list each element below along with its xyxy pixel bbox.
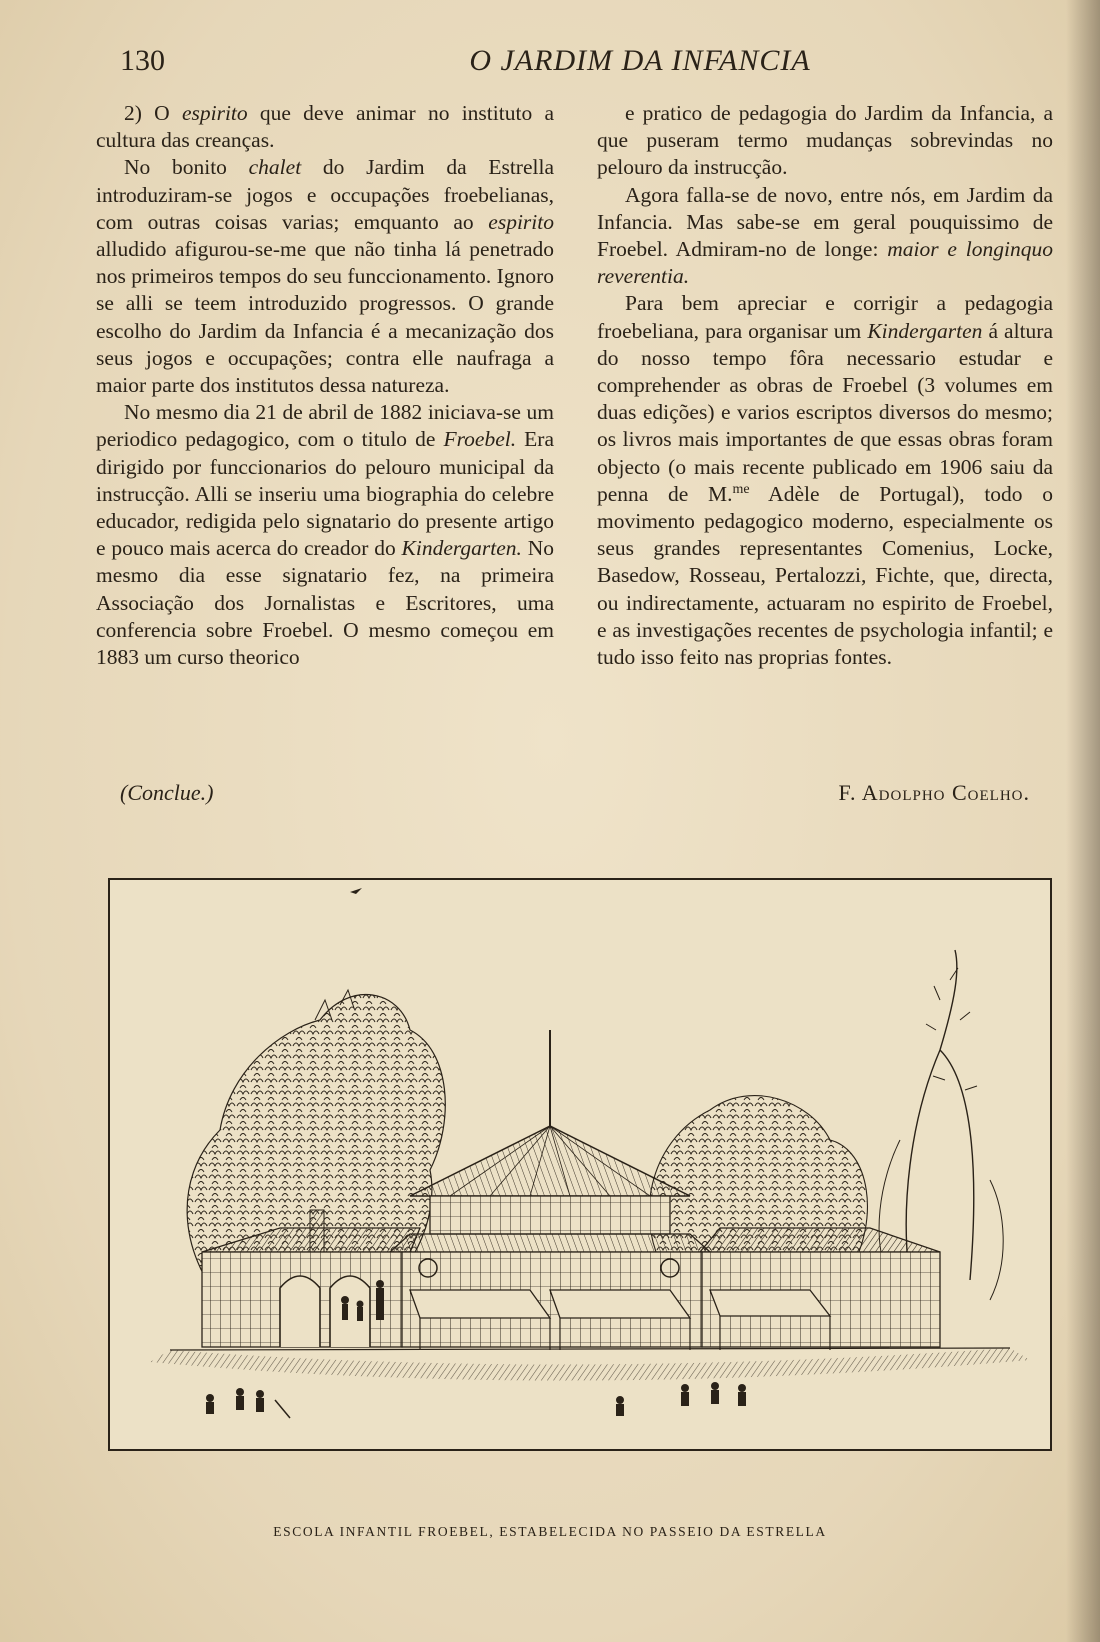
- right-column: [597, 100, 1053, 671]
- page-header: [120, 38, 1020, 86]
- left-paragraph-3: No mesmo dia 21 de abril de 1882 iniciava-se um periodico pedagogico, com o titulo de Froebel. Era dirigido por funccionarios do pelouro municipal da instrucção. Alli se inseriu uma biographia do celebre educador, redigida pelo signatario do presente artigo e pouco mais acerca do creador do Kindergarten. No mesmo dia esse signatario fez, na primeira Associação dos Jornalistas e Escritores, uma conferencia sobre Froebel. O mesmo começou em 1883 um curso theorico: [96, 400, 555, 670]
- left-paragraph-2: No bonito chalet do Jardim da Estrella introduziram-se jogos e occupações froebelianas, com outras coisas varias; emquanto ao espirito alludido afigurou-se-me que não tinha lá penetrado nos primeiros tempos do seu funccionamento. Ignoro se alli se teem introduzido progressos. O grande escolho do Jardim da Infancia é a mecanização dos seus jogos e occupações; contra elle naufraga a maior parte dos institutos dessa natureza.: [96, 155, 554, 398]
- right-paragraph-3: Para bem apreciar e corrigir a pedagogia froebeliana, para organisar um Kindergarten á altura do nosso tempo fôra necessario estudar e comprehender as obras de Froebel (3 volumes em duas edições) e varios escriptos diversos do mesmo; os livros mais importantes de que essas obras foram objecto (o mais recente publicado em 1906 saiu da penna de M.$^{me}$ Adèle de Portugal), todo o movimento pedagogico moderno, especialmente os seus grandes representantes Comenius, Locke, Basedow, Rosseau, Pertalozzi, Fichte, que, directa, ou indirectamente, actuaram no espirito de Froebel, e as investigações recentes de psychologia infantil; e tudo isso feito nas proprias fontes.: [597, 291, 1054, 670]
- left-paragraph-1: 2) O espirito que deve animar no instituto a cultura das creanças.: [96, 101, 554, 153]
- author-signature: F. Adolpho Coelho.: [838, 780, 1030, 805]
- figure-caption: ESCOLA INFANTIL FROEBEL, ESTABELECIDA NO PASSEIO DA ESTRELLA: [273, 1524, 827, 1539]
- conclue-note: (Conclue.): [120, 780, 214, 805]
- engraving-illustration: [108, 878, 1052, 1451]
- running-title: O JARDIM DA INFANCIA: [469, 44, 811, 77]
- page-number: 130: [120, 44, 165, 77]
- pavilion-engraving: [110, 880, 1050, 1449]
- left-column: [96, 100, 554, 671]
- right-paragraph-2: Agora falla-se de novo, entre nós, em Jardim da Infancia. Mas sabe-se em geral pouquissimo de Froebel. Admiram-no de longe: maior e longinquo reverentia.: [597, 182, 1053, 289]
- bird-mark: [350, 888, 362, 894]
- right-paragraph-1: e pratico de pedagogia do Jardim da Infancia, a que puseram termo mudanças sobrevindas no pelouro da instrucção.: [597, 101, 1053, 180]
- page-edge-shadow: [1066, 0, 1100, 1642]
- signature-row: [120, 780, 1030, 814]
